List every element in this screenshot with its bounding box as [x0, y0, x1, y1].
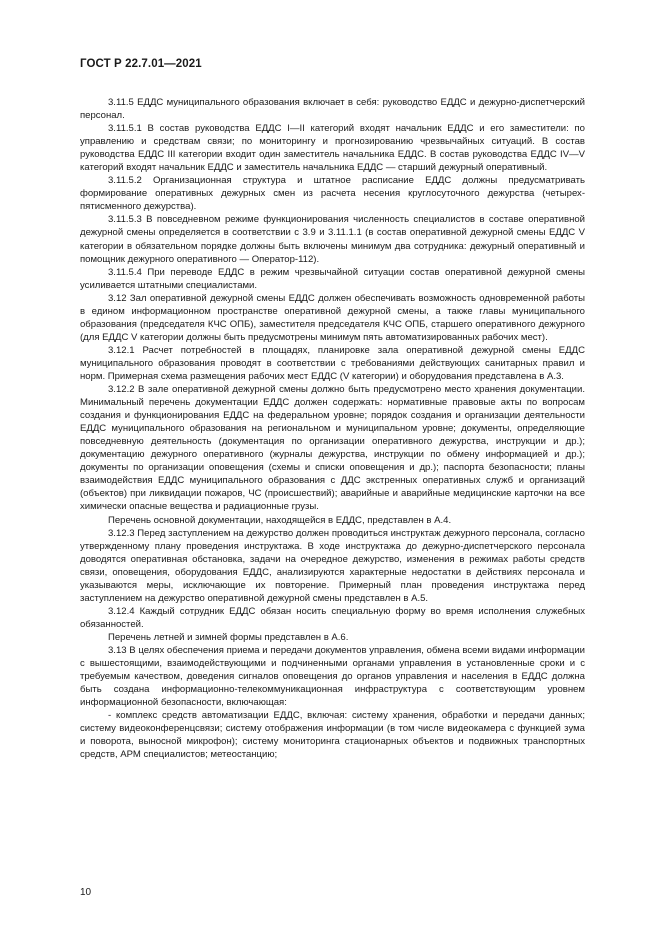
- paragraph-3-11-5-2: 3.11.5.2 Организационная структура и штатное расписание ЕДДС должны предусматривать формирование оперативных дежурных смен из расчета несения круглосуточного дежурства (четырех- пятисменного дежурства).: [80, 175, 585, 213]
- paragraph-3-11-5: 3.11.5 ЕДДС муниципального образования включает в себя: руководство ЕДДС и дежурно-диспетчерский персонал.: [80, 97, 585, 122]
- paragraph-3-12-3: 3.12.3 Перед заступлением на дежурство должен проводиться инструктаж дежурного персонала, согласно утвержденному плану проведения инструктажа. В ходе инструктажа до дежурно-диспетчерского персонала доводятся оперативная обстановка, задачи на очередное дежурство, изменения в режимах работы средств связи, оповещения, оборудования ЕДДС, анализируются характерные недостатки в действиях персонала и указываются меры, исключающие их повторение. Примерный план проведения инструктажа перед заступлением на дежурство оперативной дежурной смены представлен в А.5.: [80, 527, 585, 604]
- paragraph-3-12-2: 3.12.2 В зале оперативной дежурной смены должно быть предусмотрено место хранения документации. Минимальный перечень документации ЕДДС должен содержать: нормативные правовые акты по вопросам создания и функционирования ЕДДС на федеральном уровне; порядок создания и организации деятельности ЕДДС муниципального образования на региональном и муниципальном уровне; документы, определяющие повседневную деятельность (документация по организации оперативного дежурства, инструкции и др.); документацию дежурного оперативного (журналы дежурства, инструкции по обмену информацией и др.); документы по организации оповещения (схемы и списки оповещения и др.); паспорта безопасности; планы взаимодействия ЕДДС муниципального образования с ДДС экстренных оперативных служб и организаций (объектов) при ликвидации пожаров, ЧС (происшествий); аварийные и аварийные медицинские карточки на все химически опасные вещества и радиационные грузы.: [80, 384, 585, 513]
- paragraph-3-13: 3.13 В целях обеспечения приема и передачи документов управления, обмена всеми видами информации с вышестоящими, взаимодействующими и подчиненными органами управления в установленные сроки и с требуемым качеством, доведения сигналов оповещения до органов управления и населения в ЕДДС должна быть создана информационно-телекоммуникационная инфраструктура с соответствующим уровнем информационной безопасности, включающая:: [80, 644, 585, 709]
- list-item-automation-complex: - комплекс средств автоматизации ЕДДС, включая: систему хранения, обработки и передачи данных; систему видеоконференцсвязи; систему отображения информации (в том числе видеокамера с функцией зума и поворота, выносной микрофон); систему мониторинга стационарных объектов и подвижных транспортных средств, АРМ специалистов; метеостанцию;: [80, 710, 585, 761]
- paragraph-uniform-list: Перечень летней и зимней формы представлен в А.6.: [108, 631, 349, 643]
- paragraph-documentation-list: Перечень основной документации, находящейся в ЕДДС, представлен в А.4.: [108, 514, 452, 526]
- page-number: 10: [80, 887, 92, 898]
- paragraph-3-12-4: 3.12.4 Каждый сотрудник ЕДДС обязан носить специальную форму во время исполнения служебных обязанностей.: [80, 605, 585, 630]
- paragraph-3-12: 3.12 Зал оперативной дежурной смены ЕДДС должен обеспечивать возможность одновременной работы в едином информационном пространстве оперативной дежурной смены, а также главы муниципального образования (председателя КЧС ОПБ), заместителя председателя КЧС ОПБ, старшего оперативного дежурного (для ЕДДС V категории должны быть предусмотрены минимум пять автоматизированных рабочих мест).: [80, 292, 585, 343]
- paragraph-3-11-5-1: 3.11.5.1 В состав руководства ЕДДС I—II категорий входят начальник ЕДДС и его заместители: по управлению и средствам связи; по мониторингу и прогнозированию чрезвычайных ситуаций. В состав руководства ЕДДС III категории входит один заместитель начальника ЕДДС. В состав руководства ЕДДС IV—V категорий входят начальник ЕДДС и заместитель начальника ЕДДС — старший дежурный оперативный.: [80, 123, 585, 174]
- paragraph-3-11-5-3: 3.11.5.3 В повседневном режиме функционирования численность специалистов в составе оперативной дежурной смены определяется в соответствии с 3.9 и 3.11.1.1 (в состав оперативной дежурной смены ЕДДС V категории в обязательном порядке должны быть включены минимум два сотрудника: дежурный оперативный и помощник дежурного оперативного — Оператор-112).: [80, 214, 585, 265]
- document-header: ГОСТ Р 22.7.01—2021: [80, 58, 202, 70]
- paragraph-3-12-1: 3.12.1 Расчет потребностей в площадях, планировке зала оперативной дежурной смены ЕДДС муниципального образования проводят в соответствии с требованиями действующих санитарных правил и норм. Примерная схема размещения рабочих мест ЕДДС (V категории) и оборудования представлена в А.3.: [80, 344, 585, 382]
- paragraph-3-11-5-4: 3.11.5.4 При переводе ЕДДС в режим чрезвычайной ситуации состав оперативной дежурной смены усиливается штатными специалистами.: [80, 266, 585, 291]
- document-body: [80, 96, 585, 761]
